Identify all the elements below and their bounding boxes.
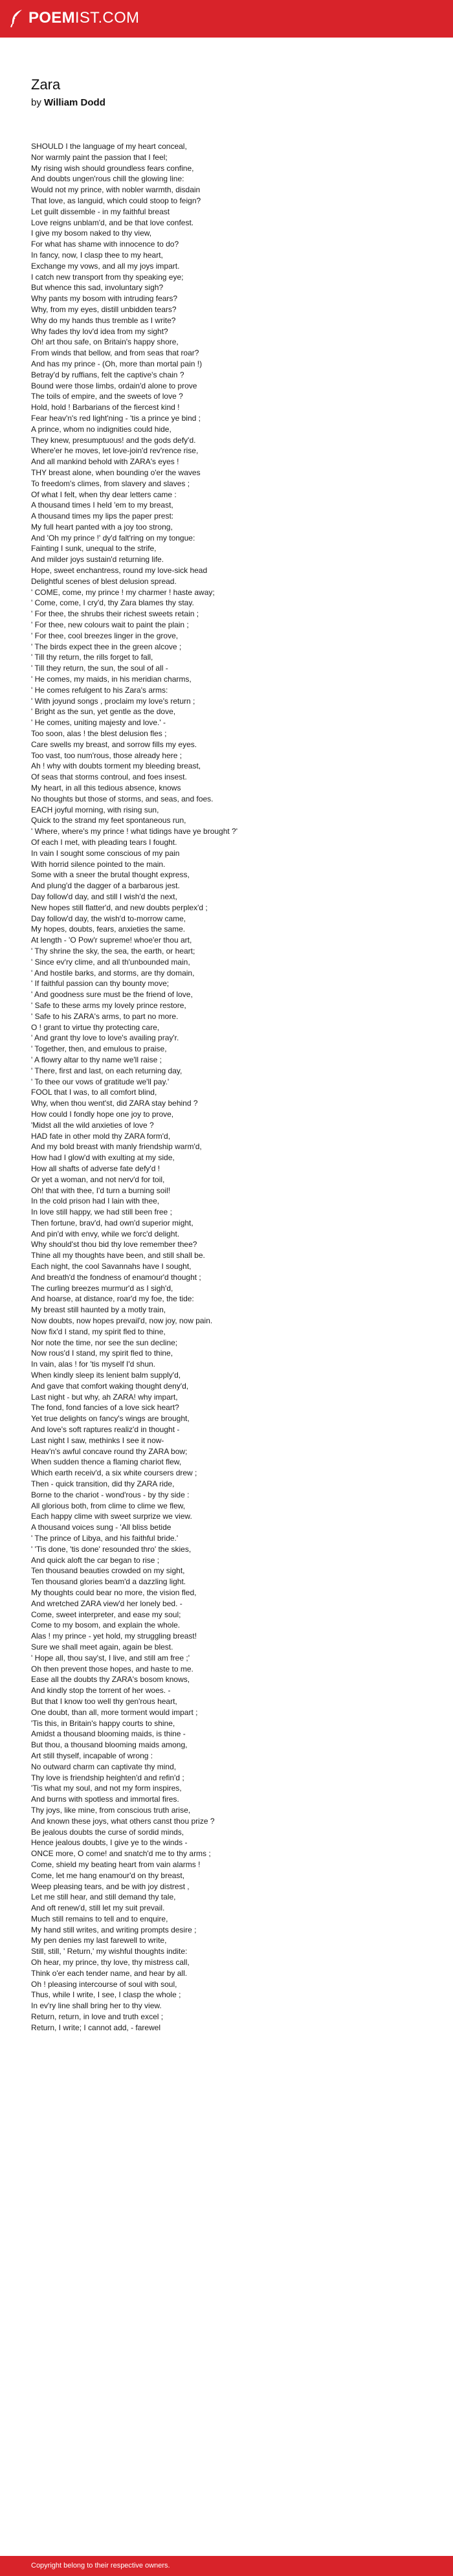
poem-line: All glorious both, from clime to clime we flew, xyxy=(31,1501,186,1510)
poem-line: Think o'er each tender name, and hear by all. xyxy=(31,1968,188,1978)
poem-line: Of each I met, with pleading tears I fought. xyxy=(31,838,177,847)
poem-line: SHOULD I the language of my heart conceal, xyxy=(31,142,187,151)
poem-line: Oh! art thou safe, on Britain's happy shore, xyxy=(31,337,179,347)
poem-line: THY breast alone, when bounding o'er the waves xyxy=(31,467,201,477)
poem-line: Day follow'd day, and still I wish'd the next, xyxy=(31,891,177,901)
poem-line: ' And goodness sure must be the friend of love, xyxy=(31,990,193,1000)
poem-line: Weep pleasing tears, and be with joy distrest , xyxy=(31,1881,190,1891)
poem-line: Why should'st thou bid thy love remember thee? xyxy=(31,1240,197,1249)
poem-line: And breath'd the fondness of enamour'd thought ; xyxy=(31,1272,201,1282)
poem-line: The toils of empire, and the sweets of love ? xyxy=(31,392,183,401)
poem-line: Thus, while I write, I see, I clasp the whole ; xyxy=(31,1990,181,2000)
poem-line: Heav'n's awful concave round thy ZARA bow; xyxy=(31,1446,188,1456)
poem-line: ' He comes, uniting majesty and love.' - xyxy=(31,718,166,728)
poem-line: ' COME, come, my prince ! my charmer ! haste away; xyxy=(31,587,215,597)
poem-line: ONCE more, O come! and snatch'd me to thy arms ; xyxy=(31,1849,211,1859)
poem-line: Oh! that with thee, I'd turn a burning soil! xyxy=(31,1185,171,1195)
poem-line: Ease all the doubts thy ZARA's bosom knows, xyxy=(31,1675,190,1685)
poem-line: Which earth receiv'd, a six white coursers drew ; xyxy=(31,1468,197,1478)
poem-line: ' He comes refulgent to his Zara's arms: xyxy=(31,685,168,695)
poem-line: Ah ! why with doubts torment my bleeding breast, xyxy=(31,761,201,771)
poem-line: And love's soft raptures realiz'd in thought - xyxy=(31,1425,180,1435)
poem-line: Would not my prince, with nobler warmth, disdain xyxy=(31,185,201,195)
poem-line: ' Till thy return, the rills forget to fall, xyxy=(31,653,153,662)
poem-line: Each night, the cool Savannahs have I sought, xyxy=(31,1262,192,1271)
poem-line: In vain I sought some conscious of my pain xyxy=(31,848,180,858)
poem-line: ' Since ev'ry clime, and all th'unbounded main, xyxy=(31,957,190,967)
poem-line: And oft renew'd, still let my suit prevail. xyxy=(31,1903,165,1913)
poem-line: My breast still haunted by a motly train, xyxy=(31,1305,166,1315)
poem-title: Zara xyxy=(31,76,61,93)
poem-line: A prince, whom no indignities could hide, xyxy=(31,424,171,434)
poem-line: Return, I write; I cannot add, - farewel xyxy=(31,2022,161,2032)
poem-line: Come, let me hang enamour'd on thy breast, xyxy=(31,1870,185,1880)
poem-line: My hand still writes, and writing prompts desire ; xyxy=(31,1925,197,1934)
poem-line: No outward charm can captivate thy mind, xyxy=(31,1762,177,1771)
poem-line: At length - 'O Pow'r supreme! whoe'er thou art, xyxy=(31,935,192,945)
poem-line: Oh hear, my prince, thy love, thy mistress call, xyxy=(31,1958,190,1967)
poem-line: Why pants my bosom with intruding fears? xyxy=(31,294,178,304)
poem-line: ' And hostile barks, and storms, are thy domain, xyxy=(31,968,195,978)
poem-line: My heart, in all this tedious absence, knows xyxy=(31,783,181,793)
poem-line: Ten thousand glories beam'd a dazzling light. xyxy=(31,1577,186,1587)
poem-line: In vain, alas ! for 'tis myself I'd shun. xyxy=(31,1360,155,1369)
poem-line: Betray'd by ruffians, felt the captive's chain ? xyxy=(31,370,184,379)
poem-line: ' Together, then, and emulous to praise, xyxy=(31,1044,167,1054)
poem-line: ' He comes, my maids, in his meridian charms, xyxy=(31,675,192,684)
site-logo-text xyxy=(28,8,139,28)
poem-line: But that I know too well thy gen'rous heart, xyxy=(31,1696,177,1706)
poem-line: Return, return, in love and truth excel ; xyxy=(31,2012,164,2022)
poem-line: Sure we shall meet again, again be blest. xyxy=(31,1642,173,1652)
poem-line: And doubts ungen'rous chill the glowing line: xyxy=(31,174,184,184)
site-header xyxy=(0,0,453,38)
poem-line: Art still thyself, incapable of wrong : xyxy=(31,1751,153,1760)
poem-line: And 'Oh my prince !' dy'd falt'ring on my tongue: xyxy=(31,533,195,543)
poem-line: Where'er he moves, let love-join'd rev'rence rise, xyxy=(31,446,199,456)
poem-line: ' Till they return, the sun, the soul of all - xyxy=(31,664,168,673)
poem-line: ' Hope all, thou say'st, I live, and still am free ;' xyxy=(31,1653,190,1663)
poem-line: A thousand voices sung - 'All bliss betide xyxy=(31,1523,171,1532)
poem-line: Now rous'd I stand, my spirit fled to thine, xyxy=(31,1349,173,1358)
poem-line: ' And grant thy love to love's availing pray'r. xyxy=(31,1033,179,1043)
poem-line: Amidst a thousand blooming maids, is thine - xyxy=(31,1729,186,1739)
poem-line: The fond, fond fancies of a love sick heart? xyxy=(31,1403,179,1413)
poem-line: Each happy clime with sweet surprize we view. xyxy=(31,1512,192,1521)
poem-line: Then fortune, brav'd, had own'd superior might, xyxy=(31,1218,193,1227)
poem-line: Oh ! pleasing intercourse of soul with soul, xyxy=(31,1979,177,1989)
poem-line: Ten thousand beauties crowded on my sight, xyxy=(31,1566,185,1576)
poem-line: Borne to the chariot - wond'rous - by thy side : xyxy=(31,1490,190,1499)
poem-line: Why do my hands thus tremble as I write? xyxy=(31,315,176,325)
poem-line: HAD fate in other mold thy ZARA form'd, xyxy=(31,1131,171,1141)
poem-line: ' Thy shrine the sky, the sea, the earth, or heart; xyxy=(31,946,195,956)
poem-line: And has my prince - (Oh, more than mortal pain !) xyxy=(31,359,203,368)
poem-line: And all mankind behold with ZARA's eyes ! xyxy=(31,457,179,467)
poem-line: And milder joys sustain'd returning life. xyxy=(31,555,164,565)
poem-line: Hence jealous doubts, I give ye to the winds - xyxy=(31,1838,188,1848)
poem-line: My thoughts could bear no more, the vision fled, xyxy=(31,1587,197,1597)
poem-line: In the cold prison had I lain with thee, xyxy=(31,1196,160,1206)
poem-line: When kindly sleep its lenient balm supply'd, xyxy=(31,1371,181,1380)
poem-line: Bound were those limbs, ordain'd alone to prove xyxy=(31,381,197,390)
poem-line: I catch new transport from thy speaking eye; xyxy=(31,272,184,282)
poem-line: Hold, hold ! Barbarians of the fiercest kind ! xyxy=(31,403,180,412)
poem-line: With horrid silence pointed to the main. xyxy=(31,859,166,869)
poem-line: How had I glow'd with exulting at my side, xyxy=(31,1153,175,1163)
poem-line: The curling breezes murmur'd as I sigh'd, xyxy=(31,1283,173,1293)
feather-icon xyxy=(9,8,25,28)
poem-line: Thine all my thoughts have been, and still shall be. xyxy=(31,1251,205,1260)
poem-line: My full heart panted with a joy too strong, xyxy=(31,522,173,532)
poem-line: 'Tis what my soul, and not my form inspires, xyxy=(31,1784,182,1793)
poem-line: But whence this sad, involuntary sigh? xyxy=(31,283,164,293)
poem-line: ' For thee, the shrubs their richest sweets retain ; xyxy=(31,609,199,619)
poem-line: My rising wish should groundless fears confine, xyxy=(31,163,194,173)
poem-line: Now doubts, now hopes prevail'd, now joy, now pain. xyxy=(31,1316,213,1326)
poem-line: ' Safe to these arms my lovely prince restore, xyxy=(31,1000,186,1010)
poem-line: A thousand times my lips the paper prest: xyxy=(31,511,174,521)
poem-line: Too soon, alas ! the blest delusion fles ; xyxy=(31,729,167,739)
poem-line: EACH joyful morning, with rising sun, xyxy=(31,805,159,814)
poem-line: ' There, first and last, on each returning day, xyxy=(31,1066,182,1075)
poem-line: ' Safe to his ZARA's arms, to part no more. xyxy=(31,1011,179,1021)
poem-line: Come to my bosom, and explain the whole. xyxy=(31,1620,181,1630)
poem-line: One doubt, than all, more torment would impart ; xyxy=(31,1707,198,1717)
poem-line: And wretched ZARA view'd her lonely bed. - xyxy=(31,1598,182,1608)
poem-line: Thy love is friendship heighten'd and refin'd ; xyxy=(31,1773,184,1782)
poem-body xyxy=(31,141,439,2033)
poem-line: And kindly stop the torrent of her woes. - xyxy=(31,1686,171,1696)
poem-line: Quick to the strand my feet spontaneous run, xyxy=(31,816,186,825)
poem-line: New hopes still flatter'd, and new doubts perplex'd ; xyxy=(31,902,208,912)
poem-line: Care swells my breast, and sorrow fills my eyes. xyxy=(31,739,197,749)
poem-line: And quick aloft the car began to rise ; xyxy=(31,1555,160,1565)
poem-line: Then - quick transition, did thy ZARA ride, xyxy=(31,1479,175,1489)
poem-line: How could I fondly hope one joy to prove, xyxy=(31,1109,174,1119)
poem-line: Delightful scenes of blest delusion spread. xyxy=(31,576,177,586)
poem-line: Why fades thy lov'd idea from my sight? xyxy=(31,326,168,336)
poem-line: ' A flowry altar to thy name we'll raise ; xyxy=(31,1055,162,1064)
logo-text-light: IST.COM xyxy=(74,9,140,27)
poem-line: Come, sweet interpreter, and ease my soul; xyxy=(31,1609,181,1619)
site-footer xyxy=(0,2556,453,2576)
poem-line: Fainting I sunk, unequal to the strife, xyxy=(31,544,157,554)
poem-line: In ev'ry line shall bring her to thy view. xyxy=(31,2001,162,2011)
poem-line: Nor note the time, nor see the sun decline; xyxy=(31,1338,178,1347)
poem-line: And plung'd the dagger of a barbarous jest. xyxy=(31,881,180,891)
poem-line: Let guilt dissemble - in my faithful breast xyxy=(31,207,170,216)
poem-line: How all shafts of adverse fate defy'd ! xyxy=(31,1163,160,1173)
poem-line: Last night I saw, methinks I see it now- xyxy=(31,1435,164,1445)
poem-line: ' With joyund songs , proclaim my love's return ; xyxy=(31,696,195,706)
poem-line: Oh then prevent those hopes, and haste to me. xyxy=(31,1664,193,1674)
poem-line: And my bold breast with manly friendship warm'd, xyxy=(31,1142,202,1152)
poem-line: Too vast, too num'rous, those already here ; xyxy=(31,750,182,760)
poem-line: ' Bright as the sun, yet gentle as the dove, xyxy=(31,707,176,717)
poem-line: ' Where, where's my prince ! what tidings have ye brought ?' xyxy=(31,827,238,836)
poem-line: My hopes, doubts, fears, anxieties the same. xyxy=(31,924,186,934)
poem-line: From winds that bellow, and from seas that roar? xyxy=(31,348,199,358)
poem-line: Day follow'd day, the wish'd to-morrow came, xyxy=(31,913,186,923)
poem-line: Nor warmly paint the passion that I feel; xyxy=(31,152,168,162)
poem-line: Some with a sneer the brutal thought express, xyxy=(31,870,190,880)
poem-line: Or yet a woman, and not nerv'd for toil, xyxy=(31,1174,165,1184)
poem-line: Why, when thou went'st, did ZARA stay behind ? xyxy=(31,1099,198,1108)
poem-line: ' Come, come, I cry'd, thy Zara blames thy stay. xyxy=(31,598,194,608)
poem-line: They knew, presumptuous! and the gods defy'd. xyxy=(31,435,196,445)
poem-line: Let me still hear, and still demand thy tale, xyxy=(31,1892,176,1902)
poem-line: Still, still, ' Return,' my wishful thoughts indite: xyxy=(31,1947,188,1956)
poem-line: Of seas that storms controul, and foes insest. xyxy=(31,772,187,782)
poem-line: Fear heav'n's red light'ning - 'tis a prince ye bind ; xyxy=(31,413,201,423)
poem-line: And burns with spotless and immortal fires. xyxy=(31,1795,179,1804)
poem-line: ' For thee, cool breezes linger in the grove, xyxy=(31,631,179,640)
poem-line: And gave that comfort waking thought deny'd, xyxy=(31,1381,189,1391)
poem-line: For what has shame with innocence to do? xyxy=(31,240,179,249)
poem-line: Thy joys, like mine, from conscious truth arise, xyxy=(31,1805,191,1815)
poem-line: ' The prince of Libya, and his faithful bride.' xyxy=(31,1534,179,1543)
poem-line: Yet true delights on fancy's wings are brought, xyxy=(31,1414,190,1424)
poem-line: ' 'Tis done, 'tis done' resounded thro' the skies, xyxy=(31,1544,192,1554)
poem-line: In fancy, now, I clasp thee to my heart, xyxy=(31,250,163,260)
poem-line: To freedom's climes, from slavery and slaves ; xyxy=(31,478,190,488)
poem-line: Of what I felt, when thy dear letters came : xyxy=(31,489,177,499)
poem-line: 'Tis this, in Britain's happy courts to shine, xyxy=(31,1718,175,1728)
poem-line: Alas ! my prince - yet hold, my struggling breast! xyxy=(31,1631,197,1641)
poem-line: Hope, sweet enchantress, round my love-sick head xyxy=(31,566,208,576)
poem-line: My pen denies my last farewell to write, xyxy=(31,1936,167,1945)
poem-line: ' For thee, new colours wait to paint the plain ; xyxy=(31,620,189,630)
poem-line: Now fix'd I stand, my spirit fled to thine, xyxy=(31,1327,166,1336)
poem-line: Why, from my eyes, distill unbidden tears? xyxy=(31,304,177,314)
poem-line: In love still happy, we had still been free ; xyxy=(31,1207,172,1217)
poem-line: And hoarse, at distance, roar'd my foe, the tide: xyxy=(31,1294,194,1304)
poem-line: Last night - but why, ah ZARA! why impart, xyxy=(31,1392,178,1402)
poem-line: 'Midst all the wild anxieties of love ? xyxy=(31,1120,154,1130)
poem-line: FOOL that I was, to all comfort blind, xyxy=(31,1088,157,1097)
poem-line: When sudden thence a flaming chariot flew, xyxy=(31,1457,182,1467)
poem-line: Exchange my vows, and all my joys impart. xyxy=(31,261,180,271)
poem-line: And known these joys, what others canst thou prize ? xyxy=(31,1816,215,1826)
poem-line: O ! grant to virtue thy protecting care, xyxy=(31,1022,160,1032)
poem-line: Come, shield my beating heart from vain alarms ! xyxy=(31,1859,201,1869)
poem-line: A thousand times I held 'em to my breast, xyxy=(31,500,173,510)
logo-text-bold: POEM xyxy=(28,9,75,27)
poem-line: That love, as languid, which could stoop to feign? xyxy=(31,196,201,205)
site-logo[interactable] xyxy=(9,8,139,28)
poem-byline xyxy=(31,97,432,109)
poem-line: ' To thee our vows of gratitude we'll pay.' xyxy=(31,1077,170,1086)
byline-prefix: by xyxy=(31,97,41,108)
copyright-notice: Copyright belong to their respective owners. xyxy=(31,2562,170,2570)
poem-line: ' The birds expect thee in the green alcove ; xyxy=(31,642,182,651)
poem-line: But thou, a thousand blooming maids among, xyxy=(31,1740,188,1750)
poem-author[interactable]: William Dodd xyxy=(44,97,105,108)
poem-header xyxy=(31,76,432,109)
poem-line: Love reigns unblam'd, and be that love confest. xyxy=(31,218,194,227)
poem-line: I give my bosom naked to thy view, xyxy=(31,229,152,238)
poem-line: ' If faithful passion can thy bounty move; xyxy=(31,979,170,989)
poem-line: And pin'd with envy, while we forc'd delight. xyxy=(31,1229,180,1238)
poem-line: Much still remains to tell and to enquire, xyxy=(31,1914,168,1923)
poem-line: Be jealous doubts the curse of sordid minds, xyxy=(31,1827,184,1837)
poem-line: No thoughts but those of storms, and seas, and foes. xyxy=(31,794,214,803)
